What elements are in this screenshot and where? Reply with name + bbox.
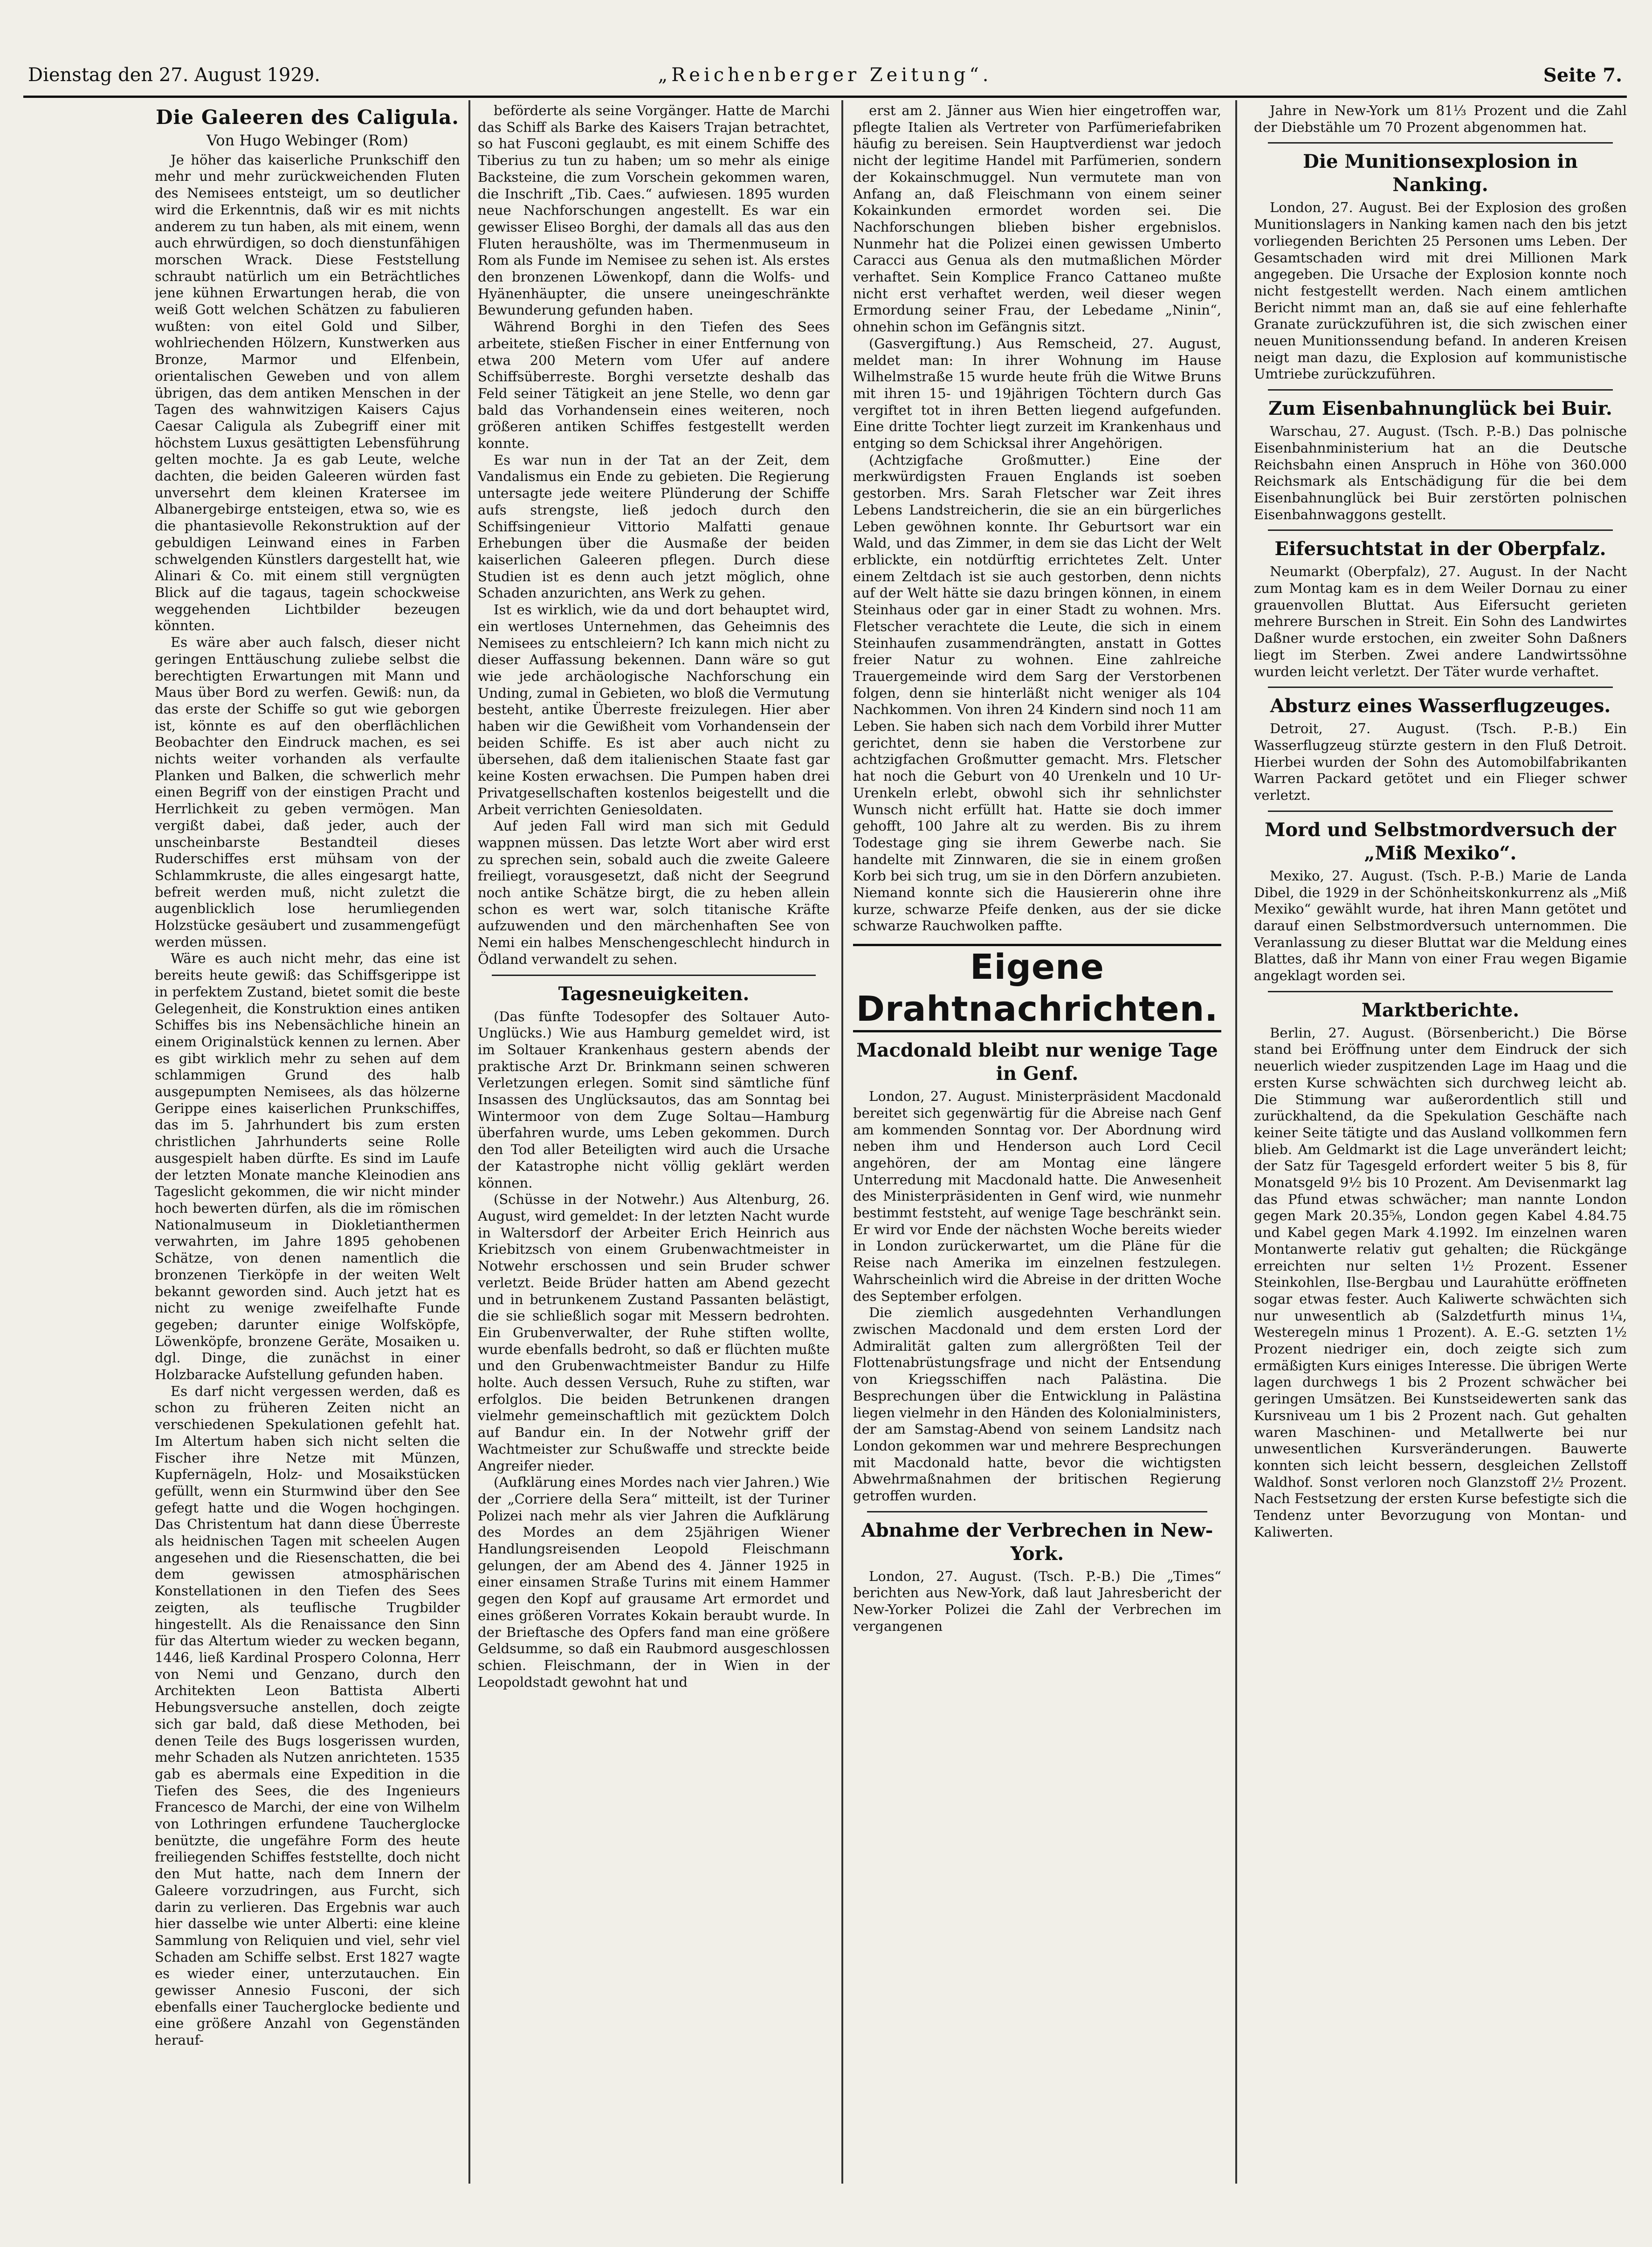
article-title: Die Munitionsexplosion in Nanking. xyxy=(1303,151,1578,196)
section-separator xyxy=(867,1511,1207,1512)
news-item: (Schüsse in der Notwehr.) Aus Altenburg, 26. August, wird gemeldet: In der letzten Nacht wurde in Waltersdorf der Arbeiter Erich Heinrich aus Kriebitzsch von einem Grubenwachtmeister in Notwehr erschossen und sein Bruder schwer verletzt. Beide Brüder hatten am Abend gezecht und in betrunkenem Zustand Passanten belästigt, die sie schließlich sogar mit Messern bedrohten. Ein Grubenverwalter, der Ruhe stiften wollte, wurde ebenfalls bedroht, so daß er flüchten mußte und den Grubenwachtmeister Bandur zu Hilfe holte. Auch dessen Versuch, Ruhe zu stiften, war erfolglos. Die beiden Betrunkenen drangen vielmehr gemeinschaftlich mit gezücktem Dolch auf Bandur ein. In der Notwehr griff der Wachtmeister zur Schußwaffe und streckte beide Angreifer nieder. xyxy=(478,1191,830,1474)
article-paragraph: Warschau, 27. August. (Tsch. P.-B.) Das polnische Eisenbahnministerium hat an die Deutsche Reichsbahn einen Anspruch in Höhe von 360.000 Reichsmark als Entschädigung für die bei dem Eisenbahnunglück bei Buir zerstörten polnischen Eisenbahnwaggons gestellt. xyxy=(1254,423,1627,522)
article-paragraph: Die ziemlich ausgedehnten Verhandlungen zwischen Macdonald und dem ersten Lord der Admiralität galten zum allergrößten Teil der Flottenabrüstungsfrage und nicht der Entsendung von Kriegsschiffen nach Palästina. Die Besprechungen über die Entwicklung in Palästina liegen vielmehr in den Händen des Kolonialministers, der am Samstag-Abend von seinem Landsitz nach London gekommen war und mehrere Besprechungen mit Macdonald hatte, bevor die wichtigsten Abwehrmaßnahmen der britischen Regierung getroffen wurden. xyxy=(853,1305,1221,1504)
article-title: Die Galeeren des Caligula. xyxy=(156,106,459,129)
article-paragraph: Wäre es auch nicht mehr, das eine ist bereits heute gewiß: das Schiffsgerippe ist in perfektem Zustand, bietet somit die beste Gelegenheit, die Konstruktion eines antiken Schiffes bis ins Nebensächliche hinein an einem Originalstück kennen zu lernen. Aber es gibt wirklich mehr zu sehen auf dem schlammigen Grund des halb ausgepumpten Nemisees, als das hölzerne Gerippe eines kaiserlichen Prunkschiffes, das im 5. Jahrhundert bis zum ersten christlichen Jahrhunderts seine Rolle ausgespielt haben dürfte. Es sind im Laufe der letzten Monate manche Kleinodien ans Tageslicht gekommen, die wir nicht minder hoch bewerten dürfen, als die im römischen Nationalmuseum in Diokletianthermen verwahrten, im Jahre 1895 gehobenen Schätze, von denen namentlich die bronzenen Tierköpfe in der weiten Welt bekannt geworden sind. Auch jetzt hat es nicht zu wenige zweifelhafte Funde gegeben; darunter einige Wolfsköpfe, Löwenköpfe, bronzene Geräte, Mosaiken u. dgl. Dinge, die zunächst in einer Holzbaracke Aufstellung gefunden haben. xyxy=(155,950,460,1383)
column-divider xyxy=(1235,100,1237,2184)
column-3 xyxy=(853,103,1221,2209)
article-title: Macdonald bleibt nur wenige Tage in Genf. xyxy=(856,1039,1218,1085)
section-separator xyxy=(1268,142,1613,144)
news-item: (Gasvergiftung.) Aus Remscheid, 27. August, meldet man: In ihrer Wohnung im Hause Wilhelmstraße 15 wurde heute früh die Witwe Bruns mit ihren 15- und 19jährigen Töchtern durch Gas vergiftet tot in ihren Betten liegend aufgefunden. Eine dritte Tochter liegt zurzeit im Krankenhaus und entging so dem Schicksal ihrer Angehörigen. xyxy=(853,335,1221,452)
news-item: (Achtzigfache Großmutter.) Eine der merkwürdigsten Frauen Englands ist soeben gestorben. Mrs. Sarah Fletscher war Zeit ihres Lebens Landstreicherin, die sie an ein bürgerliches Leben gewöhnen konnte. Ihr Geburtsort war ein Wald, und das Zimmer, in dem sie das Licht der Welt erblickte, ein notdürftig errichtetes Zelt. Unter einem Zeltdach ist sie auch gestorben, denn nichts auf der Welt hätte sie dazu bringen können, in einem Steinhaus oder gar in einer Stadt zu wohnen. Mrs. Fletscher verachtete die Leute, die sich in einem Steinhaufen zusammendrängten, anstatt in Gottes freier Natur zu wohnen. Eine zahlreiche Trauergemeinde wird dem Sarg der Verstorbenen folgen, denn sie hinterläßt nicht weniger als 104 Nachkommen. Von ihren 24 Kindern sind noch 11 am Leben. Sie haben sich nach dem Vorbild ihrer Mutter gerichtet, denn sie haben die Verstorbene zur achtzigfachen Großmutter gemacht. Mrs. Fletscher hat noch die Geburt von 40 Urenkeln und 10 Ur-Urenkeln erlebt, obwohl sich ihr sehnlichster Wunsch nicht erfüllt hat. Hatte sie doch immer gehofft, 100 Jahre alt zu werden. Bis zu ihrem Todestage ging sie ihrem Gewerbe nach. Sie handelte mit Zinnwaren, die sie in einem großen Korb bei sich trug, um sie in den Dörfern anzubieten. Niemand konnte sich die Hausiererin ohne ihre kurze, schwarze Pfeife denken, aus der sie dicke schwarze Rauchwolken paffte. xyxy=(853,452,1221,934)
section-separator xyxy=(1268,389,1613,391)
article-title: Mord und Selbstmordversuch der „Miß Mexiko“. xyxy=(1265,818,1616,864)
article-title: Absturz eines Wasserflugzeuges. xyxy=(1270,695,1611,717)
article-paragraph: Während Borghi in den Tiefen des Sees arbeitete, stießen Fischer in einer Entfernung von etwa 200 Metern vom Ufer auf andere Schiffsüberreste. Borghi versetzte deshalb das Feld seiner Tätigkeit an jene Stelle, wo denn gar bald das Vorhandensein eines weiteren, noch größeren antiken Schiffes festgestellt werden konnte. xyxy=(478,319,830,452)
section-separator xyxy=(1268,991,1613,992)
article-paragraph: Es war nun in der Tat an der Zeit, dem Vandalismus ein Ende zu gebieten. Die Regierung untersagte jede weitere Plünderung der Schiffe aufs strengste, ließ jedoch durch den Schiffsingenieur Vittorio Malfatti genaue Erhebungen über die Ausmaße der beiden kaiserlichen Galeeren pflegen. Durch diese Studien ist es denn auch jetzt möglich, ohne Schaden anzurichten, ans Werk zu gehen. xyxy=(478,452,830,601)
masthead: „Reichenberger Zeitung“. xyxy=(658,64,992,86)
section-title: Tagesneuigkeiten. xyxy=(558,983,750,1005)
section-title: Marktberichte. xyxy=(1361,999,1520,1021)
article-paragraph: Jahre in New-York um 81⅓ Prozent und die Zahl der Diebstähle um 70 Prozent abgenommen hat. xyxy=(1254,103,1627,135)
article-paragraph: Es darf nicht vergessen werden, daß es schon zu früheren Zeiten nicht an verschiedenen Spekulationen gefehlt hat. Im Altertum haben sich nicht selten die Fischer ihre Netze mit Münzen, Kupfernägeln, Holz- und Mosaikstücken gefüllt, wenn ein Sturmwind über den See gefegt hatte und die Wogen hochgingen. Das Christentum hat dann diese Überreste als heidnischen Tagen mit scheelen Augen angesehen und die Riesenschatten, die bei dem gewissen atmosphärischen Konstellationen in den Tiefen des Sees zeigten, als teuflische Trugbilder hingestellt. Als die Renaissance den Sinn für das Altertum wieder zu wecken begann, 1446, ließ Kardinal Prospero Colonna, Herr von Nemi und Genzano, durch den Architekten Leon Battista Alberti Hebungsversuche anstellen, doch zeigte sich gar bald, daß diese Methoden, bei denen Teile des Bugs losgerissen wurden, mehr Schaden als Nutzen anrichteten. 1535 gab es abermals eine Expedition in die Tiefen des Sees, die des Ingenieurs Francesco de Marchi, der eine von Wilhelm von Lothringen erfundene Taucherglocke benützte, die ungefähre Form des heute freiliegenden Schiffes feststellte, doch nicht den Mut hatte, nach dem Innern der Galeere vorzudringen, aus Furcht, sich darin zu verlieren. Das Ergebnis war auch hier dasselbe wie unter Alberti: eine kleine Sammlung von Reliquien und viel, sehr viel Schaden am Schiffe selbst. Erst 1827 wagte es wieder einer, unterzutauchen. Ein gewisser Annesio Fusconi, der sich ebenfalls einer Taucherglocke bediente und eine größere Anzahl von Gegenständen herauf- xyxy=(155,1383,460,2048)
article-title: Abnahme der Verbrechen in New-York. xyxy=(861,1519,1213,1565)
section-separator xyxy=(1268,811,1613,812)
article-paragraph: London, 27. August. (Tsch. P.-B.) Die „Times“ berichten aus New-York, daß laut Jahresbericht der New-Yorker Polizei die Zahl der Verbrechen im vergangenen xyxy=(853,1568,1221,1634)
article-paragraph: Berlin, 27. August. (Börsenbericht.) Die Börse stand bei Eröffnung unter dem Eindruck der sich neuerlich wieder zuspitzenden Lage im Haag und die ersten Kurse schwächten sich durchweg leicht ab. Die Stimmung war außerordentlich still und zurückhaltend, da die Spekulation Geschäfte nach keiner Seite tätigte und das Ausland vollkommen fern blieb. Am Geldmarkt ist die Lage unverändert leicht; der Satz für Tagesgeld erfordert weiter 5 bis 8, für Monatsgeld 9½ bis 10 Prozent. Am Devisenmarkt lag das Pfund etwas schwächer; man nannte London gegen Mark 20.35⅝, London gegen Kabel 4.84.75 und Kabel gegen Mark 4.1992. Im einzelnen waren Montanwerte relativ gut gehalten; die Rückgänge erreichten nur selten 1½ Prozent. Essener Steinkohlen, Ilse-Bergbau und Laurahütte eröffneten sogar etwas fester. Auch Kaliwerte schwächten sich nur unwesentlich ab (Salzdetfurth minus 1¼, Westeregeln minus 1 Prozent). A. E.-G. setzten 1½ Prozent niedriger ein, doch zeigte sich zum ermäßigten Kurs einiges Interesse. Die übrigen Werte lagen durchwegs 1 bis 2 Prozent schwächer bei geringen Umsätzen. Bei Kunstseidewerten sank das Kursniveau um 1 bis 2 Prozent nach. Gut gehalten waren Maschinen- und Metallwerte bei nur unwesentlichen Kursveränderungen. Bauwerte konnten sich leicht bessern, desgleichen Zellstoff Waldhof. Sonst verloren noch Glanzstoff 2½ Prozent. Nach Festsetzung der ersten Kurse befestigte sich die Tendenz unter Bevorzugung von Montan- und Kaliwerten. xyxy=(1254,1024,1627,1540)
column-divider xyxy=(841,100,843,2184)
section-separator xyxy=(1268,529,1613,531)
section-separator xyxy=(1268,687,1613,688)
article-paragraph: London, 27. August. Bei der Explosion des großen Munitionslagers in Nanking kamen nach den bis jetzt vorliegenden Berichten 25 Personen ums Leben. Der Gesamtschaden wird mit drei Millionen Mark angegeben. Die Ursache der Explosion konnte noch nicht festgestellt werden. Nach einem amtlichen Bericht nimmt man an, daß sie auf eine fehlerhafte Granate zurückzuführen ist, die sich zwischen einer neuen Munitionssendung befand. In anderen Kreisen neigt man dazu, die Explosion auf kommunistische Umtriebe zurückzuführen. xyxy=(1254,199,1627,382)
article-paragraph: Neumarkt (Oberpfalz), 27. August. In der Nacht zum Montag kam es in dem Weiler Dornau zu einer grauenvollen Bluttat. Aus Eifersucht gerieten mehrere Burschen in Streit. Ein Sohn des Landwirtes Daßner wurde erstochen, ein zweiter Sohn Daßners liegt im Sterben. Zwei andere Landwirtssöhne wurden leicht verletzt. Der Täter wurde verhaftet. xyxy=(1254,563,1627,680)
column-2 xyxy=(478,103,830,2209)
issue-date: Dienstag den 27. August 1929. xyxy=(28,64,320,86)
article-paragraph: Mexiko, 27. August. (Tsch. P.-B.) Marie de Landa Dibel, die 1929 in der Schönheitskonkurrenz als „Miß Mexiko“ gewählt wurde, hat ihren Mann getötet und darauf einen Selbstmordversuch unternommen. Die Veranlassung zu dieser Bluttat war die Meldung eines Blattes, daß ihr Mann von einer Frau wegen Bigamie angeklagt worden sei. xyxy=(1254,867,1627,984)
page-number: Seite 7. xyxy=(1543,64,1622,86)
article-paragraph: London, 27. August. Ministerpräsident Macdonald bereitet sich gegenwärtig für die Abreise nach Genf am kommenden Sonntag vor. Der Abordnung wird neben ihm und Henderson auch Lord Cecil angehören, der am Montag eine längere Unterredung mit Macdonald hatte. Die Anwesenheit des Ministerpräsidenten in Genf wird, wie nunmehr bestimmt feststeht, auf wenige Tage beschränkt sein. Er wird vor Ende der nächsten Woche bereits wieder in London zurückerwartet, um die Pläne für die Reise nach Amerika im einzelnen festzulegen. Wahrscheinlich wird die Abreise in der dritten Woche des September erfolgen. xyxy=(853,1088,1221,1304)
news-item: erst am 2. Jänner aus Wien hier eingetroffen war, pflegte Italien als Vertreter von Parfümeriefabriken häufig zu bereisen. Sein Hauptverdienst war jedoch nicht der legitime Handel mit Parfümerien, sondern der Kokainschmuggel. Nun vermutete man von Anfang an, daß Fleischmann von einem seiner Kokainkunden ermordet worden sei. Die Nachforschungen blieben bisher ergebnislos. Nunmehr hat die Polizei einen gewissen Umberto Caracci aus Genua als den mutmaßlichen Mörder verhaftet. Sein Komplice Franco Cattaneo mußte nicht erst verhaftet werden, weil dieser wegen Ermordung seiner Frau, der Lebedame „Ninin“, ohnehin schon im Gefängnis sitzt. xyxy=(853,103,1221,335)
article-paragraph: Detroit, 27. August. (Tsch. P.-B.) Ein Wasserflugzeug stürzte gestern in den Fluß Detroit. Hierbei wurden der Sohn des Automobilfabrikanten Warren Packard getötet und ein Flieger schwer verletzt. xyxy=(1254,721,1627,804)
article-byline: Von Hugo Webinger (Rom) xyxy=(206,131,408,149)
article-title: Eifersuchtstat in der Oberpfalz. xyxy=(1274,538,1606,560)
column-divider xyxy=(468,100,470,2184)
column-4 xyxy=(1254,103,1627,2209)
article-paragraph: Je höher das kaiserliche Prunkschiff den mehr und mehr zurückweichenden Fluten des Nemisees entsteigt, um so deutlicher wird die Erkenntnis, daß wir es mit nichts anderem zu tun haben, als mit einem, wenn auch ehrwürdigen, so doch dienstunfähigen morschen Wrack. Diese Feststellung schraubt natürlich um ein Beträchtliches jene kühnen Erwartungen herab, die von weiß Gott welchen Schätzen zu fabulieren wußten: von eitel Gold und Silber, wohlriechenden Hölzern, Kunstwerken aus Bronze, Marmor und Elfenbein, orientalischen Geweben und von allem übrigen, das dem antiken Menschen in der Tagen des wahnwitzigen Kaisers Cajus Caesar Caligula als Zubegriff einer mit höchstem Luxus gesättigten Lebensführung gelten mochte. Ja es gab Leute, welche dachten, die beiden Galeeren würden fast unversehrt dem kleinen Kratersee im Albanergebirge entsteigen, etwa so, wie es die phantasievolle Rekonstruktion auf der gebuldigen Leinwand eines in Farben schwelgenden Künstlers dargestellt hat, wie Alinari & Co. mit einem still vergnügten Blick auf die tagaus, tagein schockweise weggehenden Lichtbilder bezeugen könnten. xyxy=(155,151,460,634)
header-rule xyxy=(23,96,1627,98)
article-paragraph: Auf jeden Fall wird man sich mit Geduld wappnen müssen. Das letzte Wort aber wird erst zu sprechen sein, sobald auch die zweite Galeere freiliegt, vorausgesetzt, daß nicht der Seegrund noch antike Schätze birgt, die zu heben allein schon es wert war, solch titanische Kräfte aufzuwenden und den märchenhaften See von Nemi ein halbes Menschengeschlecht hindurch in Ödland verwandelt zu sehen. xyxy=(478,818,830,967)
news-item: (Das fünfte Todesopfer des Soltauer Auto-Unglücks.) Wie aus Hamburg gemeldet wird, ist im Soltauer Krankenhaus gestern abends der praktische Arzt Dr. Brinkmann seinen schweren Verletzungen erlegen. Somit sind sämtliche fünf Insassen des Unglücksautos, das am Sonntag bei Wintermoor von dem Zuge Soltau—Hamburg überfahren wurde, ums Leben gekommen. Durch den Tod aller Beteiligten wird auch die Ursache der Katastrophe nicht völlig geklärt werden können. xyxy=(478,1008,830,1191)
section-banner: Eigene Drahtnachrichten. xyxy=(853,944,1221,1032)
news-item: (Aufklärung eines Mordes nach vier Jahren.) Wie der „Corriere della Sera“ mitteilt, ist der Turiner Polizei nach mehr als vier Jahren die Aufklärung des Mordes an dem 25jährigen Wiener Handlungsreisenden Leopold Fleischmann gelungen, der am Abend des 4. Jänner 1925 in einer einsamen Straße Turins mit einem Hammer gegen den Kopf auf grausame Art ermordet und eines größeren Vorrates Kokain beraubt wurde. In der Brieftasche des Opfers fand man eine größere Geldsumme, so daß ein Raubmord ausgeschlossen schien. Fleischmann, der in Wien in der Leopoldstadt gewohnt hat und xyxy=(478,1474,830,1690)
article-paragraph: Ist es wirklich, wie da und dort behauptet wird, ein wertloses Unternehmen, das Geheimnis des Nemisees zu entschleiern? Ich kann mich nicht zu dieser Auffassung bekennen. Dann wäre so gut wie jede archäologische Nachforschung ein Unding, zumal in Gebieten, wo bloß die Vermutung besteht, antike Überreste freizulegen. Hier aber haben wir die Gewißheit vom Vorhandensein der beiden Schiffe. Es ist aber auch nicht zu übersehen, daß dem italienischen Staate fast gar keine Kosten erwachsen. Die Pumpen haben drei Privatgesellschaften kostenlos beigestellt und die Arbeit verrichten Geniesoldaten. xyxy=(478,602,830,818)
article-paragraph: Es wäre aber auch falsch, dieser nicht geringen Enttäuschung zuliebe selbst die berechtigten Erwartungen mit Mann und Maus über Bord zu werfen. Gewiß: nun, da das erste der Schiffe so gut wie geborgen ist, könnte es auf den oberflächlichen Beobachter den Eindruck machen, es sei nichts weiter vorhanden als verfaulte Planken und Balken, die schwerlich mehr einen Begriff von der einstigen Pracht und Herrlichkeit zu geben vermögen. Man vergißt dabei, daß jeder, auch der unscheinbarste Bestandteil dieses Ruderschiffes erst mühsam von der Schlammkruste, die alles eingesargt hatte, befreit werden muß, nicht zuletzt die augenblicklich lose herumliegenden Holzstücke gesäubert und zusammengefügt werden müssen. xyxy=(155,634,460,950)
column-1 xyxy=(155,103,460,2209)
section-separator xyxy=(492,975,816,976)
article-paragraph: beförderte als seine Vorgänger. Hatte de Marchi das Schiff als Barke des Kaisers Trajan betrachtet, so hat Fusconi geglaubt, es mit einem Schiffe des Tiberius zu tun zu haben; um so mehr als einige Backsteine, die zum Vorschein gekommen waren, die Inschrift „Tib. Caes.“ aufwiesen. 1895 wurden neue Nachforschungen angestellt. Es war ein gewisser Eliseo Borghi, der damals all das aus den Fluten heraushölte, was im Thermenmuseum in Rom als Funde im Nemisee zu sehen ist. Als erstes den bronzenen Löwenkopf, dann die Wolfs- und Hyänenhäupter, die unsere uneingeschränkte Bewunderung gefunden haben. xyxy=(478,103,830,318)
article-title: Zum Eisenbahnunglück bei Buir. xyxy=(1268,398,1612,420)
page-header xyxy=(28,64,1622,97)
